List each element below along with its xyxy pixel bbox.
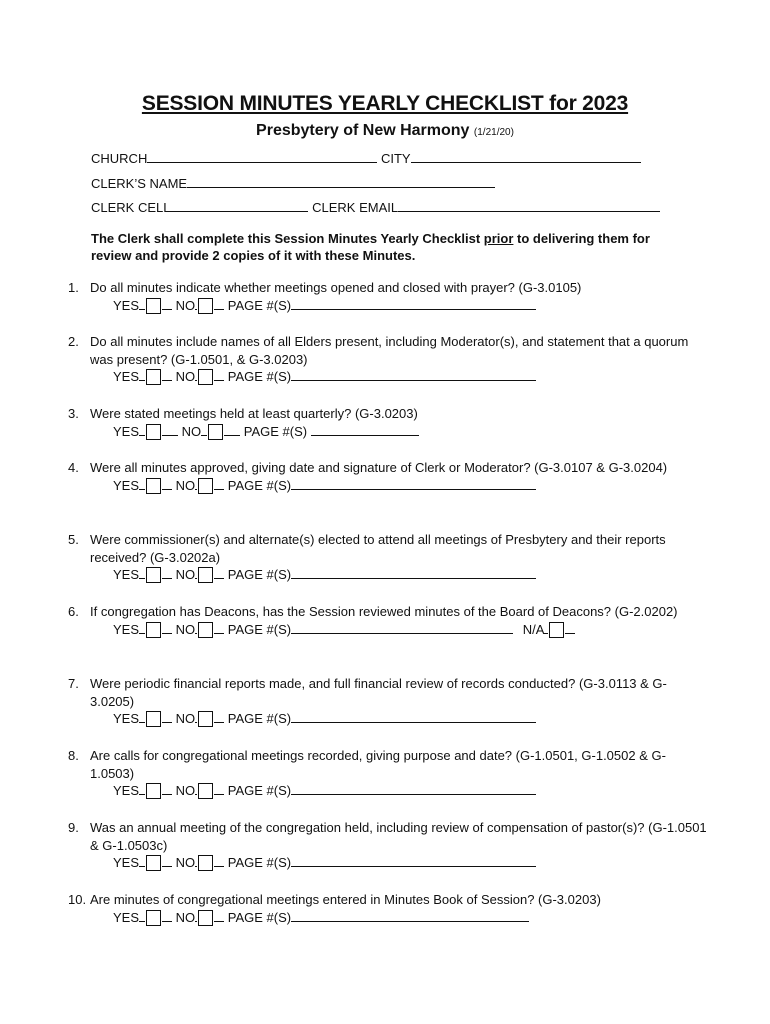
answer-row	[113, 566, 708, 584]
revision-date: (1/21/20)	[473, 127, 514, 138]
page-field[interactable]	[291, 477, 536, 490]
question-9	[68, 819, 708, 872]
page-label: PAGE #(S)	[227, 297, 292, 313]
yes-label: YES	[113, 909, 140, 925]
clerk-name-row	[91, 175, 495, 191]
clerk-name-label: CLERK’S NAME	[91, 176, 188, 191]
yes-label: YES	[113, 423, 140, 439]
question-text: Do all minutes include names of all Elders present, including Moderator(s), and statement that a quorum was present? (G-1.0501, & G-3.0203)	[90, 334, 689, 367]
page-label: PAGE #(S)	[227, 369, 292, 384]
page-field[interactable]	[291, 782, 536, 795]
no-label: NO	[175, 477, 196, 493]
answer-row	[113, 423, 708, 441]
no-checkbox[interactable]	[198, 622, 213, 638]
question-2	[68, 333, 708, 386]
yes-label: YES	[113, 567, 140, 582]
page-label: PAGE #(S)	[243, 423, 308, 439]
yes-checkbox[interactable]	[146, 298, 161, 314]
question-number: 5.	[68, 532, 79, 547]
no-checkbox[interactable]	[198, 855, 213, 871]
church-field[interactable]	[147, 150, 377, 163]
na-checkbox[interactable]	[549, 622, 564, 638]
clerk-email-field[interactable]	[398, 199, 660, 212]
question-5	[68, 531, 708, 584]
clerk-cell-label: CLERK CELL	[91, 200, 171, 215]
no-checkbox[interactable]	[198, 910, 213, 926]
yes-checkbox[interactable]	[146, 369, 161, 385]
no-label: NO	[181, 423, 202, 439]
page-field[interactable]	[291, 566, 536, 579]
yes-label: YES	[113, 855, 140, 870]
yes-label: YES	[113, 711, 140, 726]
question-number: 9.	[68, 820, 79, 835]
clerk-name-field[interactable]	[187, 175, 495, 188]
page-subtitle	[0, 122, 770, 140]
page-field[interactable]	[291, 854, 536, 867]
question-text: Do all minutes indicate whether meetings opened and closed with prayer? (G-3.0105)	[90, 280, 582, 295]
no-checkbox[interactable]	[198, 567, 213, 583]
answer-row	[113, 909, 708, 927]
page-field[interactable]	[291, 368, 536, 381]
yes-checkbox[interactable]	[146, 783, 161, 799]
question-number: 2.	[68, 334, 79, 349]
question-text: If congregation has Deacons, has the Session reviewed minutes of the Board of Deacons? (G-2.0202)	[90, 604, 678, 619]
no-checkbox[interactable]	[198, 783, 213, 799]
city-field[interactable]	[411, 150, 641, 163]
question-8	[68, 747, 708, 800]
question-number: 1.	[68, 280, 79, 295]
page-label: PAGE #(S)	[227, 477, 292, 493]
question-number: 10.	[68, 892, 87, 907]
no-label: NO	[175, 567, 196, 582]
no-label: NO	[175, 621, 196, 637]
yes-label: YES	[113, 297, 140, 313]
question-text: Were all minutes approved, giving date and signature of Clerk or Moderator? (G-3.0107 & G-3.0204)	[90, 460, 668, 475]
answer-row	[113, 477, 708, 495]
page-label: PAGE #(S)	[227, 567, 292, 582]
question-text: Were commissioner(s) and alternate(s) elected to attend all meetings of Presbytery and their reports received? (G-3.0202a)	[90, 532, 666, 565]
answer-row	[113, 621, 708, 639]
question-10	[68, 891, 708, 927]
page-label: PAGE #(S)	[227, 621, 292, 637]
question-number: 8.	[68, 748, 79, 763]
no-label: NO	[175, 711, 196, 726]
answer-row	[113, 368, 708, 386]
question-text: Are calls for congregational meetings recorded, giving purpose and date? (G-1.0501, G-1.0502 & G-1.0503)	[90, 748, 666, 781]
city-label: CITY	[380, 151, 411, 166]
no-checkbox[interactable]	[198, 298, 213, 314]
yes-checkbox[interactable]	[146, 567, 161, 583]
yes-label: YES	[113, 477, 140, 493]
no-label: NO	[175, 855, 196, 870]
no-label: NO	[175, 909, 196, 925]
answer-row	[113, 710, 708, 728]
yes-label: YES	[113, 621, 140, 637]
question-text: Were stated meetings held at least quarterly? (G-3.0203)	[90, 406, 418, 421]
page-field[interactable]	[291, 621, 513, 634]
instructions	[91, 230, 691, 264]
answer-row	[113, 297, 708, 315]
question-4	[68, 459, 708, 495]
question-text: Was an annual meeting of the congregation held, including review of compensation of pastor(s)? (G-1.0501 & G-1.0503c)	[90, 820, 707, 853]
page-field[interactable]	[291, 909, 529, 922]
no-checkbox[interactable]	[198, 369, 213, 385]
instructions-text-1: The Clerk shall complete this Session Minutes Yearly Checklist	[91, 231, 484, 246]
no-label: NO	[175, 783, 196, 798]
question-number: 7.	[68, 676, 79, 691]
instructions-text-2: to delivering them for review and provide 2 copies of it with these Minutes.	[91, 231, 650, 263]
page-label: PAGE #(S)	[227, 783, 292, 798]
question-text: Were periodic financial reports made, and full financial review of records conducted? (G-3.0113 & G-3.0205)	[90, 676, 667, 709]
na-label: N/A	[522, 621, 545, 637]
clerk-email-label: CLERK EMAIL	[312, 200, 399, 215]
yes-label: YES	[113, 783, 140, 798]
answer-row	[113, 854, 708, 872]
no-checkbox[interactable]	[198, 478, 213, 494]
no-checkbox[interactable]	[208, 424, 223, 440]
presbytery-name: Presbytery of New Harmony	[256, 122, 470, 139]
answer-row	[113, 782, 708, 800]
question-number: 4.	[68, 460, 79, 475]
question-6	[68, 603, 708, 639]
page-title: SESSION MINUTES YEARLY CHECKLIST for 2023	[141, 92, 629, 115]
page-field[interactable]	[291, 297, 536, 310]
yes-checkbox[interactable]	[146, 424, 161, 440]
page-field[interactable]	[311, 423, 419, 436]
question-text: Are minutes of congregational meetings entered in Minutes Book of Session? (G-3.0203)	[90, 892, 601, 907]
no-label: NO	[175, 297, 196, 313]
question-3	[68, 405, 708, 441]
page-label: PAGE #(S)	[227, 855, 292, 870]
yes-checkbox[interactable]	[146, 910, 161, 926]
yes-checkbox[interactable]	[146, 478, 161, 494]
yes-checkbox[interactable]	[146, 855, 161, 871]
page-field[interactable]	[291, 710, 536, 723]
question-number: 6.	[68, 604, 79, 619]
page-label: PAGE #(S)	[227, 909, 292, 925]
church-label: CHURCH	[91, 151, 148, 166]
question-1	[68, 279, 708, 315]
question-7	[68, 675, 708, 728]
clerk-contact-row	[91, 199, 660, 215]
clerk-cell-field[interactable]	[170, 199, 308, 212]
church-field-row	[91, 150, 641, 166]
question-number: 3.	[68, 406, 79, 421]
yes-label: YES	[113, 369, 140, 384]
page-label: PAGE #(S)	[227, 711, 292, 726]
instructions-emphasis: prior	[483, 231, 514, 246]
yes-checkbox[interactable]	[146, 711, 161, 727]
no-label: NO	[175, 369, 196, 384]
yes-checkbox[interactable]	[146, 622, 161, 638]
no-checkbox[interactable]	[198, 711, 213, 727]
